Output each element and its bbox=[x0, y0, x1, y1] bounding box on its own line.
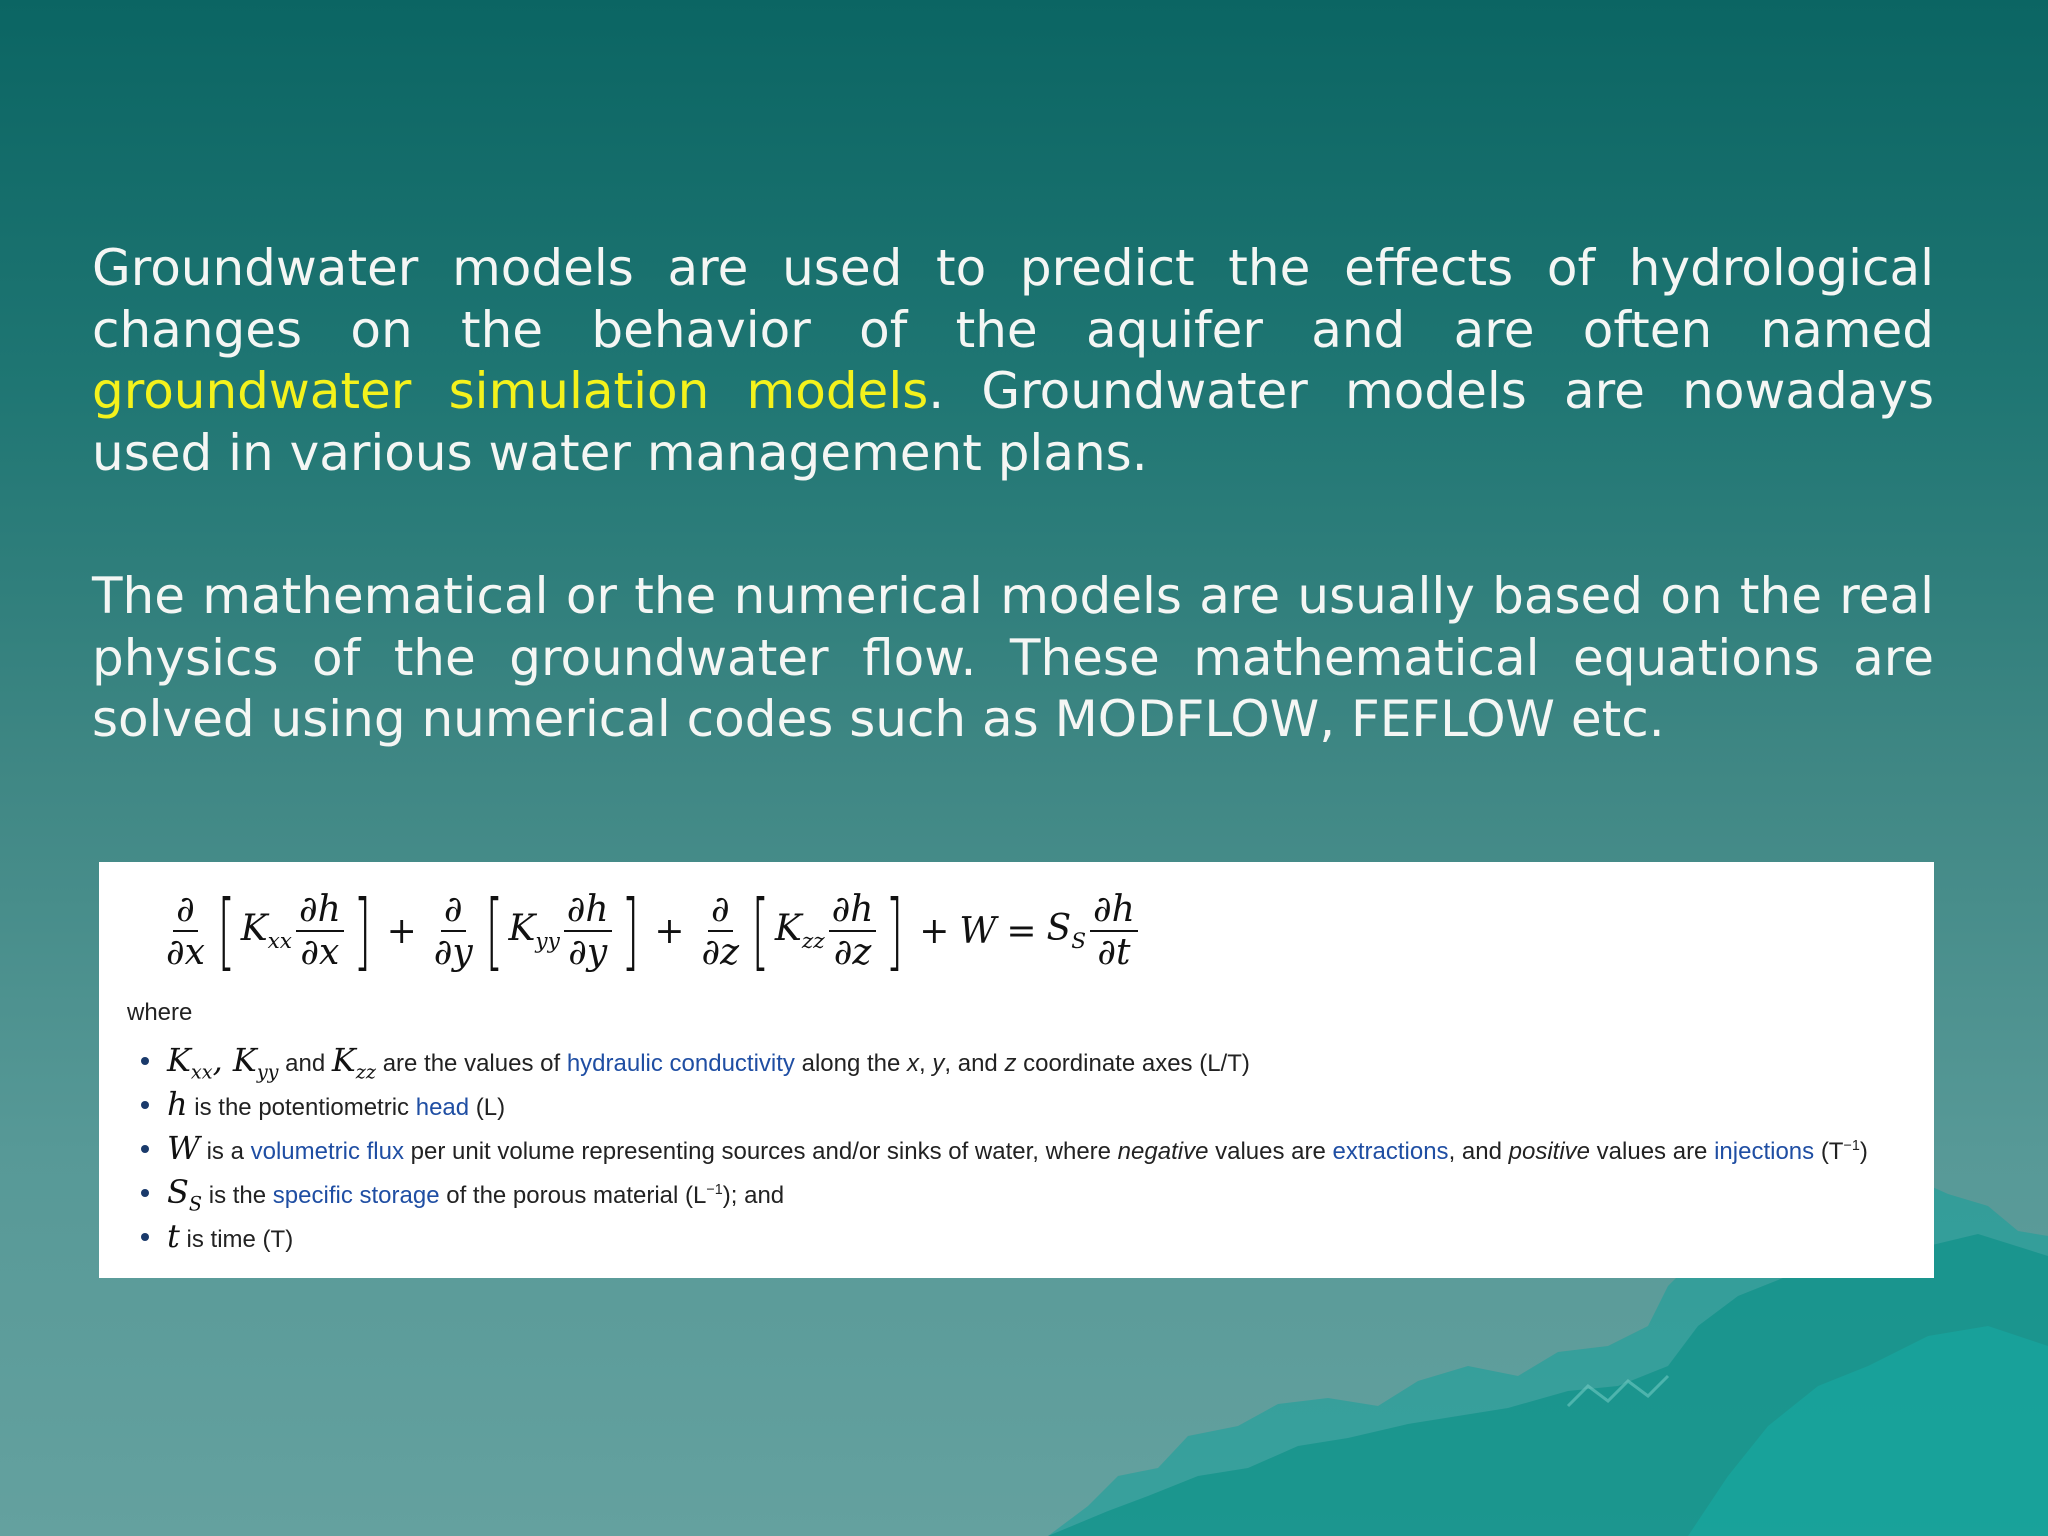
highlight-groundwater-simulation-models: groundwater simulation models bbox=[92, 362, 929, 420]
where-label: where bbox=[127, 999, 193, 1026]
variable-definitions bbox=[129, 1038, 1868, 1258]
definition-h: h is the potentiometric head (L) bbox=[129, 1082, 1868, 1126]
definition-w: W is a volumetric flux per unit volume representing sources and/or sinks of water, where negative values are extractions, and positive values are injections $(T^{-1})$ bbox=[129, 1126, 1868, 1170]
link-volumetric-flux[interactable]: volumetric flux bbox=[250, 1138, 404, 1165]
paragraph-numerical-models: The mathematical or the numerical models are usually based on the real physics of the groundwater flow. These mathematical equations are solved using numerical codes such as MODFLOW, FEFLOW etc. bbox=[92, 567, 1934, 748]
link-specific-storage[interactable]: specific storage bbox=[272, 1182, 440, 1209]
paragraph-intro bbox=[92, 238, 1934, 484]
link-head[interactable]: head bbox=[415, 1094, 470, 1121]
link-injections[interactable]: injections bbox=[1714, 1138, 1815, 1165]
formula-panel bbox=[99, 862, 1934, 1278]
paragraph-intro-text-b: . Groundwater models are nowadays used in various water management plans. bbox=[92, 362, 1934, 482]
link-extractions[interactable]: extractions bbox=[1332, 1138, 1449, 1165]
groundwater-flow-equation: $\frac{\partial}{\partial x}$ [ $K_{xx}$ $\frac{\partial h}{\partial x}$ ] + $\frac{\partial}{\partial y}$ [ $K_{yy}$ $\frac{\partial h}{\partial y}$ ] + $\frac{\partial}{\partial z}$ [ $K_{zz}$ $\frac{\partial h}{\partial z}$ ] + W = $S_S$ $\frac{\partial h}{\partial t}$ bbox=[159, 872, 1142, 990]
definition-ss: $S_S$ is the specific storage of the porous material $(L^{-1})$; and bbox=[129, 1170, 1868, 1214]
definition-k: $K_{xx}$, $K_{yy}$ and $K_{zz}$ are the values of hydraulic conductivity along the x, y, and z coordinate axes (L/T) bbox=[129, 1038, 1868, 1082]
definition-t: t is time (T) bbox=[129, 1214, 1868, 1258]
paragraph-intro-text-a: Groundwater models are used to predict the effects of hydrological changes on the behavior of the aquifer and are often named bbox=[92, 239, 1934, 359]
link-hydraulic-conductivity[interactable]: hydraulic conductivity bbox=[566, 1050, 795, 1077]
